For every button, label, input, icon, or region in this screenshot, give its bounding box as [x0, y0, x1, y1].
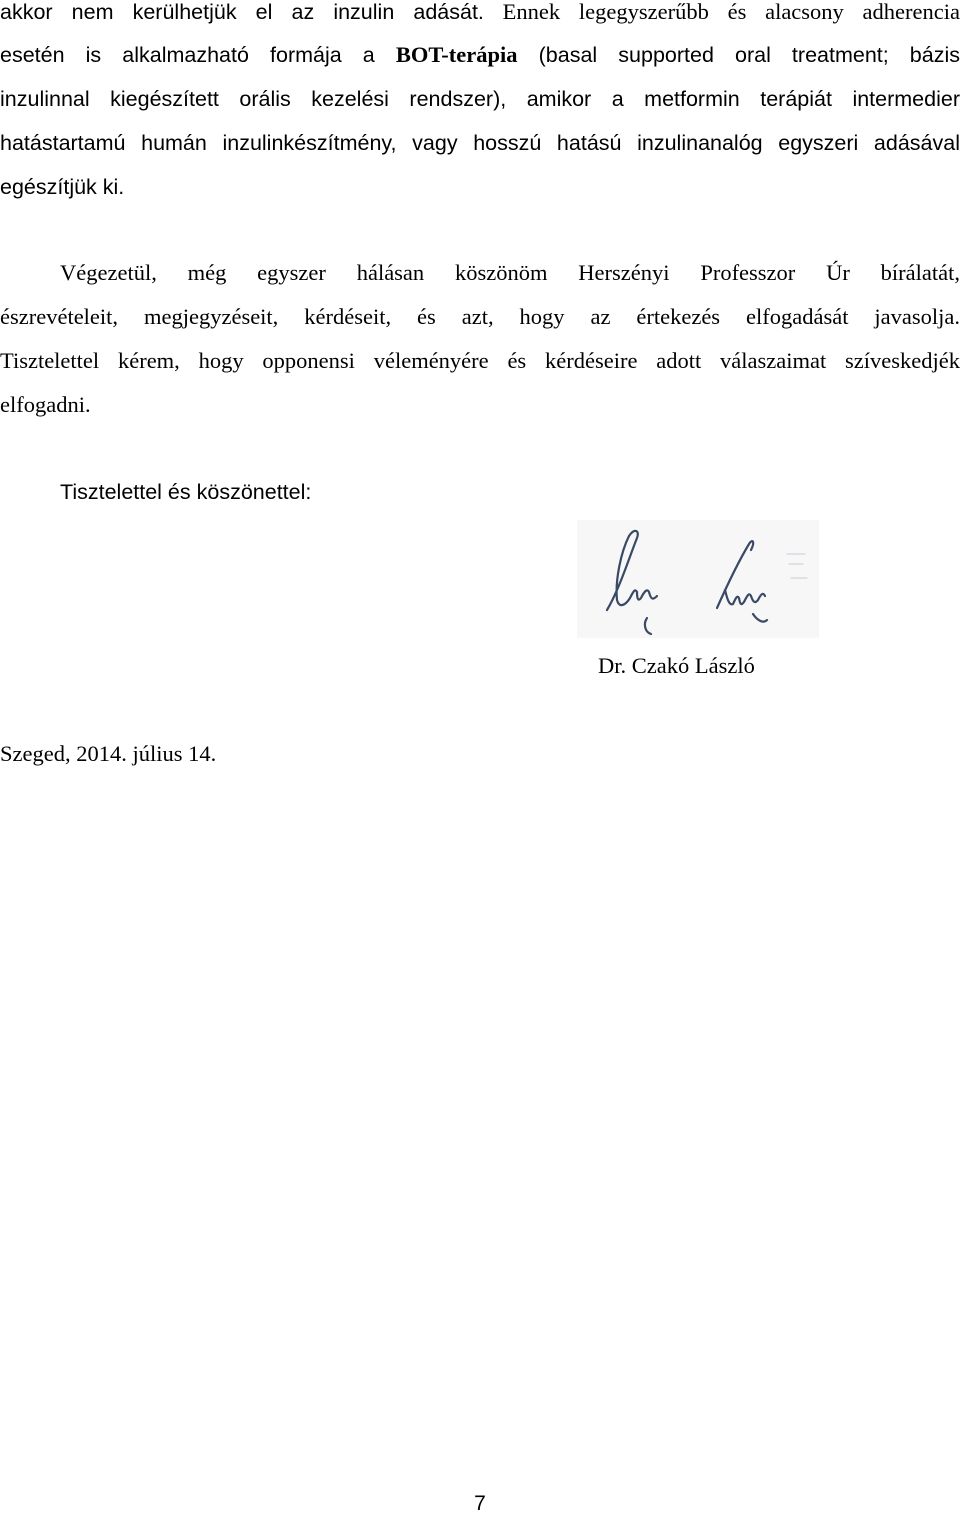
paragraph1-line1	[0, 0, 960, 26]
paragraph2-line4: elfogadni.	[0, 392, 91, 417]
paragraph1-line1-part-a: akkor nem kerülhetjük el az inzulin adását.	[0, 0, 484, 24]
bot-terapia-term: BOT-terápia	[395, 42, 518, 67]
paragraph2-line3: Tisztelettel kérem, hogy opponensi véleményére és kérdéseire adott válaszaimat szíveskedjék	[0, 348, 960, 373]
closing-salutation: Tisztelettel és köszönettel:	[60, 480, 312, 504]
page-number: 7	[474, 1492, 486, 1515]
paragraph1-line5: egészítjük ki.	[0, 175, 125, 199]
paragraph1-line2-part-a: esetén is alkalmazható formája a	[0, 43, 396, 67]
signature-drawing	[577, 520, 819, 638]
place-and-date: Szeged, 2014. július 14.	[0, 741, 217, 766]
paragraph1-line4: hatástartamú humán inzulinkészítmény, vagy hosszú hatású inzulinanalóg egyszeri adásával	[0, 131, 960, 155]
paragraph1-line2	[0, 41, 960, 69]
signer-name: Dr. Czakó László	[598, 653, 755, 678]
paragraph1-line3: inzulinnal kiegészített orális kezelési rendszer), amikor a metformin terápiát intermedier	[0, 87, 960, 111]
signature-image	[577, 520, 819, 638]
paragraph1-line2-part-b: (basal supported oral treatment; bázis	[517, 43, 960, 67]
paragraph2-line2: észrevételeit, megjegyzéseit, kérdéseit, és azt, hogy az értekezés elfogadását javasolja.	[0, 304, 960, 329]
paragraph1-line1-part-b: Ennek legegyszerűbb és alacsony adherencia	[483, 0, 960, 24]
paragraph2-line1: Végezetül, még egyszer hálásan köszönöm Herszényi Professzor Úr bírálatát,	[60, 260, 960, 285]
